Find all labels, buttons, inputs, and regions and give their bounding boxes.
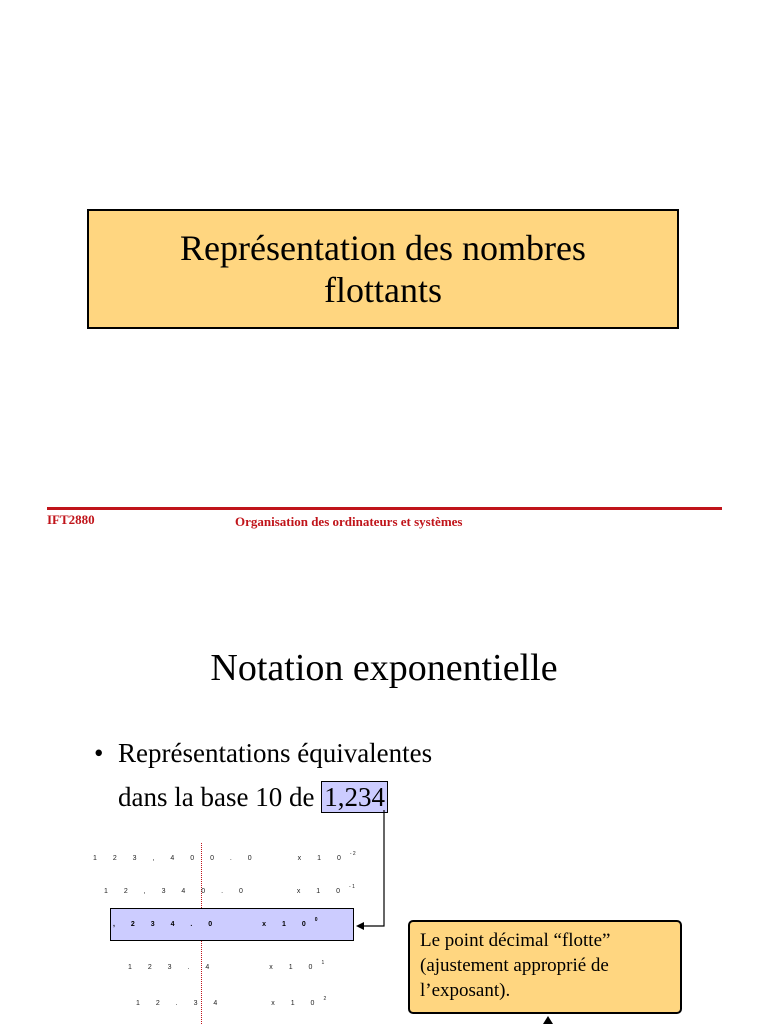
- row-times: x 1 0: [271, 1000, 322, 1007]
- row-times: x 1 0: [269, 964, 320, 971]
- slide2-title: Notation exponentielle: [210, 647, 558, 689]
- row-exponent: - 1: [349, 884, 355, 890]
- row-mantissa: 1 2 , 3 4 0 . 0: [104, 888, 250, 895]
- row-exponent: 1: [321, 960, 325, 966]
- up-arrowhead: [543, 1016, 553, 1024]
- row-exponent: - 2: [349, 851, 356, 857]
- footer-course-code: IFT2880: [47, 512, 95, 527]
- connector-arrowhead: [356, 922, 364, 930]
- footer-course-name: Organisation des ordinateurs et systèmes: [235, 514, 463, 529]
- row-times: x 1 0: [296, 888, 348, 895]
- highlighted-value: 1,234: [321, 781, 388, 813]
- row-exponent: 2: [323, 996, 327, 1002]
- row-times: x 1 0: [262, 921, 313, 928]
- row-mantissa: 1 2 3 . 4: [128, 964, 217, 971]
- row-mantissa: 1 2 . 3 4: [136, 1000, 225, 1007]
- connector-line: [362, 810, 384, 926]
- bullet-dot: •: [94, 738, 104, 768]
- row-times: x 1 0: [297, 855, 348, 862]
- bullet-line1: Représentations équivalentes: [118, 738, 433, 768]
- bullet-line2-prefix: dans la base 10 de: [118, 782, 322, 812]
- row-exponent: 0: [314, 917, 318, 923]
- note-box: Le point décimal “flotte” (ajustement approprié de l’exposant).: [408, 920, 682, 1014]
- row-mantissa: 1 2 3 , 4 0 0 . 0: [93, 855, 259, 862]
- slide-title: Représentation des nombres flottants: [180, 228, 586, 310]
- row-mantissa: , 2 3 4 . 0: [113, 921, 220, 928]
